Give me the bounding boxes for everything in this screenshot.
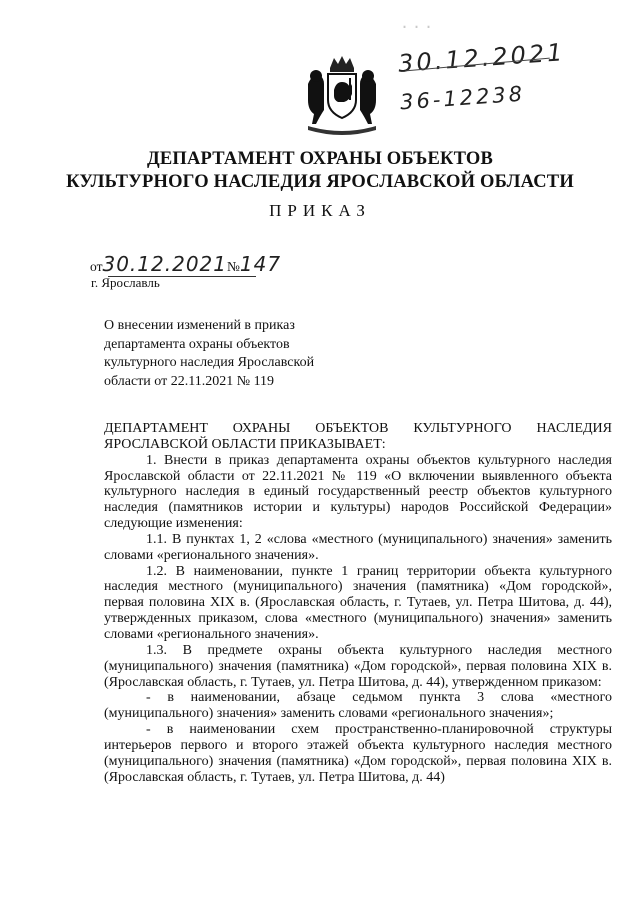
order-subject (104, 317, 314, 391)
department-title-line2: КУЛЬТУРНОГО НАСЛЕДИЯ ЯРОСЛАВСКОЙ ОБЛАСТИ (66, 172, 574, 192)
department-title-line1: ДЕПАРТАМЕНТ ОХРАНЫ ОБЪЕКТОВ (146, 149, 494, 169)
order-number-label: № (227, 259, 240, 274)
department-title (0, 148, 640, 194)
order-city: г. Ярославль (91, 275, 160, 290)
item-1-3: 1.3. В предмете охраны объекта культурного наследия местного (муниципального) значения (памятника) «Дом городской», первая половина XIX в. (Ярославская область, г. Тутаев, ул. Петра Шитова, д. 44), утвержденном приказом: (104, 642, 612, 690)
order-number: 147 (239, 252, 282, 276)
order-body (104, 421, 612, 785)
item-1-2: 1.2. В наименовании, пункте 1 границ территории объекта культурного наследия местного (муниципального) значения (памятника) «Дом городской», первая половина XIX в. (Ярославская область, г. Тутаев, ул. Петра Шитова, д. 44), утвержденных приказом, слова «местного (муниципального) значения» заменить словами «регионального значения». (104, 563, 612, 642)
body-lead: ДЕПАРТАМЕНТ ОХРАНЫ ОБЪЕКТОВ КУЛЬТУРНОГО НАСЛЕДИЯ ЯРОСЛАВСКОЙ ОБЛАСТИ ПРИКАЗЫВАЕТ: (104, 421, 612, 452)
item-1-3-a: - в наименовании, абзаце седьмом пункта 3 слова «местного (муниципального) значения» заменить словами «регионального значения»; (104, 690, 612, 722)
item-1-3-b: - в наименовании схем пространственно-планировочной структуры интерьеров первого и второго этажей объекта культурного наследия местного (муниципального) значения (памятника) «Дом городской», первая половина XIX в. (Ярославская область, г. Тутаев, ул. Петра Шитова, д. 44) (104, 722, 612, 785)
document-type: ПРИКАЗ (269, 201, 371, 220)
faint-stamp: ... (400, 14, 437, 32)
subject-line: департамента охраны объектов (104, 336, 290, 352)
subject-line: области от 22.11.2021 № 119 (104, 373, 275, 389)
order-date-number (90, 252, 281, 276)
yaroslavl-coat-of-arms-icon (294, 54, 390, 142)
item-1: 1. Внести в приказ департамента охраны объектов культурного наследия Ярославской области от 22.11.2021 № 119 «О включении выявленного объекта культурного наследия в единый государственный реестр объектов культурного наследия (памятников истории и культуры) народов Российской Федерации» следующие изменения: (104, 452, 612, 532)
registration-date: 30.12.2021 (397, 38, 567, 78)
item-1-1: 1.1. В пунктах 1, 2 «слова «местного (муниципального) значения» заменить словами «регионального значения». (104, 531, 612, 563)
subject-line: культурного наследия Ярославской (104, 355, 315, 371)
subject-line: О внесении изменений в приказ (104, 318, 295, 333)
order-from-label: от (90, 259, 103, 274)
registration-number: 36-12238 (399, 81, 526, 115)
order-date: 30.12.2021 (102, 252, 227, 276)
